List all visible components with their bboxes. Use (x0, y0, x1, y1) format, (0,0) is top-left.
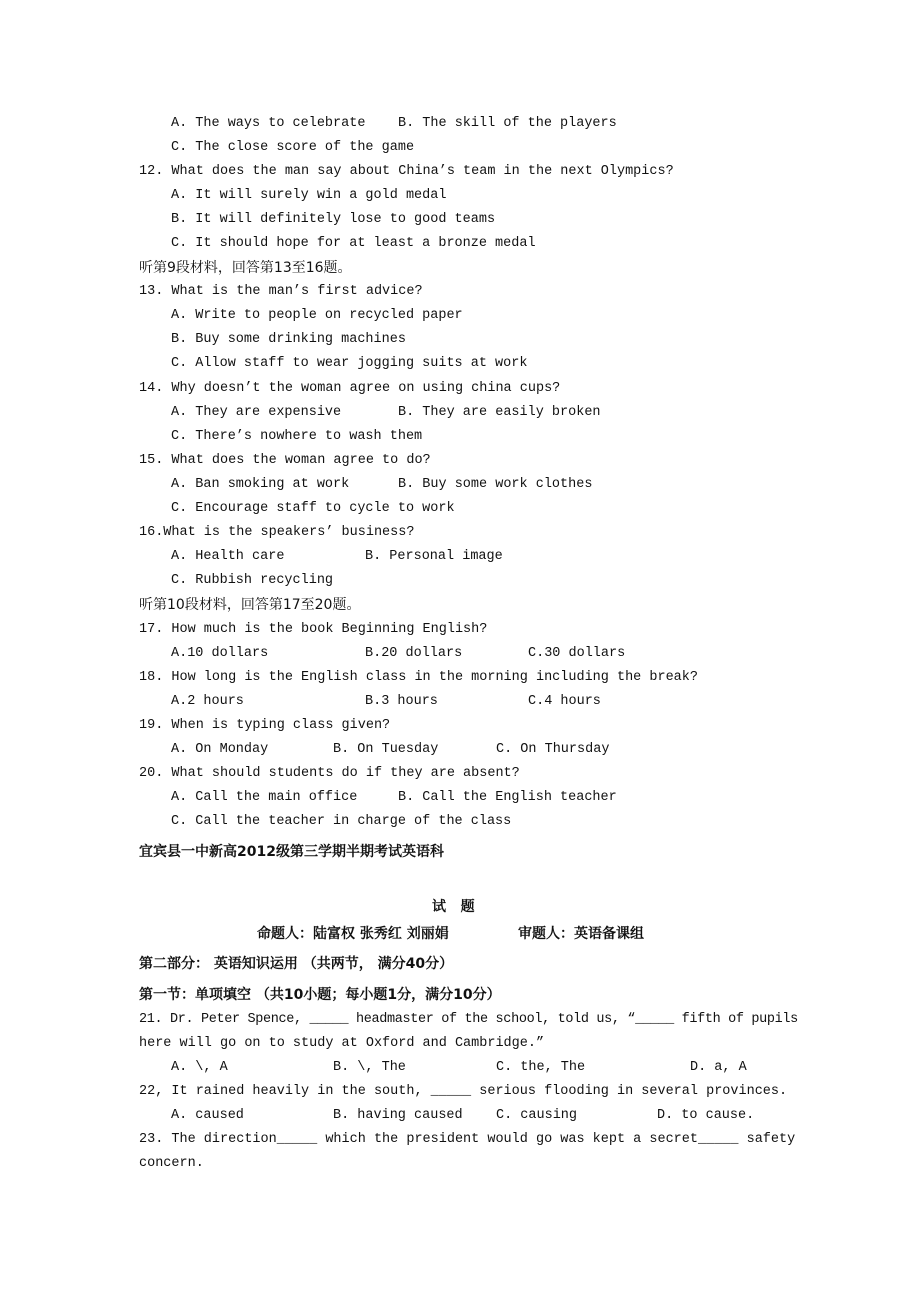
section-1-header: 第一节：单项填空 （共10小题；每小题1分，满分10分） (139, 987, 501, 1003)
q21-option-c: C. the, The (496, 1060, 586, 1075)
q15-stem: 15. What does the woman agree to do? (139, 453, 431, 468)
q19-option-a: A. On Monday (171, 742, 269, 757)
q16-stem: 16.What is the speakers’ business? (139, 525, 415, 540)
q15-option-c: C. Encourage staff to cycle to work (171, 501, 455, 516)
paper-label: 试 题 (432, 899, 475, 915)
q12-option-c: C. It should hope for at least a bronze medal (171, 236, 536, 251)
q21-option-d: D. a, A (690, 1060, 747, 1075)
q13-option-a: A. Write to people on recycled paper (171, 308, 463, 323)
q13-option-b: B. Buy some drinking machines (171, 332, 406, 347)
q14-option-a: A. They are expensive (171, 405, 342, 420)
q13-option-c: C. Allow staff to wear jogging suits at work (171, 356, 528, 371)
q22-option-c: C. causing (496, 1108, 578, 1123)
q17-option-a: A.10 dollars (171, 646, 269, 661)
exam-title: 宜宾县一中新高2012级第三学期半期考试英语科 (139, 844, 444, 860)
q16-option-b: B. Personal image (365, 549, 503, 564)
q20-option-b: B. Call the English teacher (398, 790, 617, 805)
q14-stem: 14. Why doesn’t the woman agree on using china cups? (139, 381, 561, 396)
q12-option-b: B. It will definitely lose to good teams (171, 212, 496, 227)
q22-option-d: D. to cause. (657, 1108, 755, 1123)
authors: 命题人：陆富权 张秀红 刘丽娟 (257, 926, 449, 942)
q11-option-a: A. The ways to celebrate (171, 116, 366, 131)
q14-option-c: C. There’s nowhere to wash them (171, 429, 423, 444)
q18-stem: 18. How long is the English class in the morning including the break? (139, 670, 698, 685)
q11-option-c: C. The close score of the game (171, 140, 415, 155)
q17-option-c: C.30 dollars (528, 646, 626, 661)
section-9-header: 听第9段材料，回答第13至16题。 (139, 260, 352, 276)
q12-option-a: A. It will surely win a gold medal (171, 188, 447, 203)
q23-stem-line-1: 23. The direction_____ which the president would go was kept a secret_____ safety (139, 1132, 796, 1147)
q21-option-a: A. \, A (171, 1060, 228, 1075)
q19-option-b: B. On Tuesday (333, 742, 439, 757)
q19-option-c: C. On Thursday (496, 742, 610, 757)
q22-option-a: A. caused (171, 1108, 244, 1123)
q18-option-b: B.3 hours (365, 694, 438, 709)
q20-option-c: C. Call the teacher in charge of the class (171, 814, 512, 829)
q15-option-a: A. Ban smoking at work (171, 477, 350, 492)
q20-option-a: A. Call the main office (171, 790, 358, 805)
q19-stem: 19. When is typing class given? (139, 718, 391, 733)
q15-option-b: B. Buy some work clothes (398, 477, 593, 492)
q22-stem: 22, It rained heavily in the south, _____ serious flooding in several provinces. (139, 1084, 788, 1099)
q21-stem-line-2: here will go on to study at Oxford and Cambridge.” (139, 1036, 545, 1051)
q11-option-b: B. The skill of the players (398, 116, 617, 131)
q13-stem: 13. What is the man’s first advice? (139, 284, 423, 299)
q20-stem: 20. What should students do if they are absent? (139, 766, 520, 781)
q14-option-b: B. They are easily broken (398, 405, 601, 420)
q21-stem-line-1: 21. Dr. Peter Spence, _____ headmaster of the school, told us, “_____ fifth of pupils (139, 1012, 798, 1027)
q18-option-c: C.4 hours (528, 694, 601, 709)
q12-stem: 12. What does the man say about China’s team in the next Olympics? (139, 164, 674, 179)
reviewers: 审题人：英语备课组 (518, 926, 644, 942)
q17-option-b: B.20 dollars (365, 646, 463, 661)
part-2-header: 第二部分： 英语知识运用 （共两节， 满分40分） (139, 956, 454, 972)
section-10-header: 听第10段材料，回答第17至20题。 (139, 597, 361, 613)
q22-option-b: B. having caused (333, 1108, 463, 1123)
q16-option-c: C. Rubbish recycling (171, 573, 334, 588)
q17-stem: 17. How much is the book Beginning English? (139, 622, 488, 637)
q16-option-a: A. Health care (171, 549, 285, 564)
q18-option-a: A.2 hours (171, 694, 244, 709)
q21-option-b: B. \, The (333, 1060, 406, 1075)
q23-stem-line-2: concern. (139, 1156, 204, 1171)
